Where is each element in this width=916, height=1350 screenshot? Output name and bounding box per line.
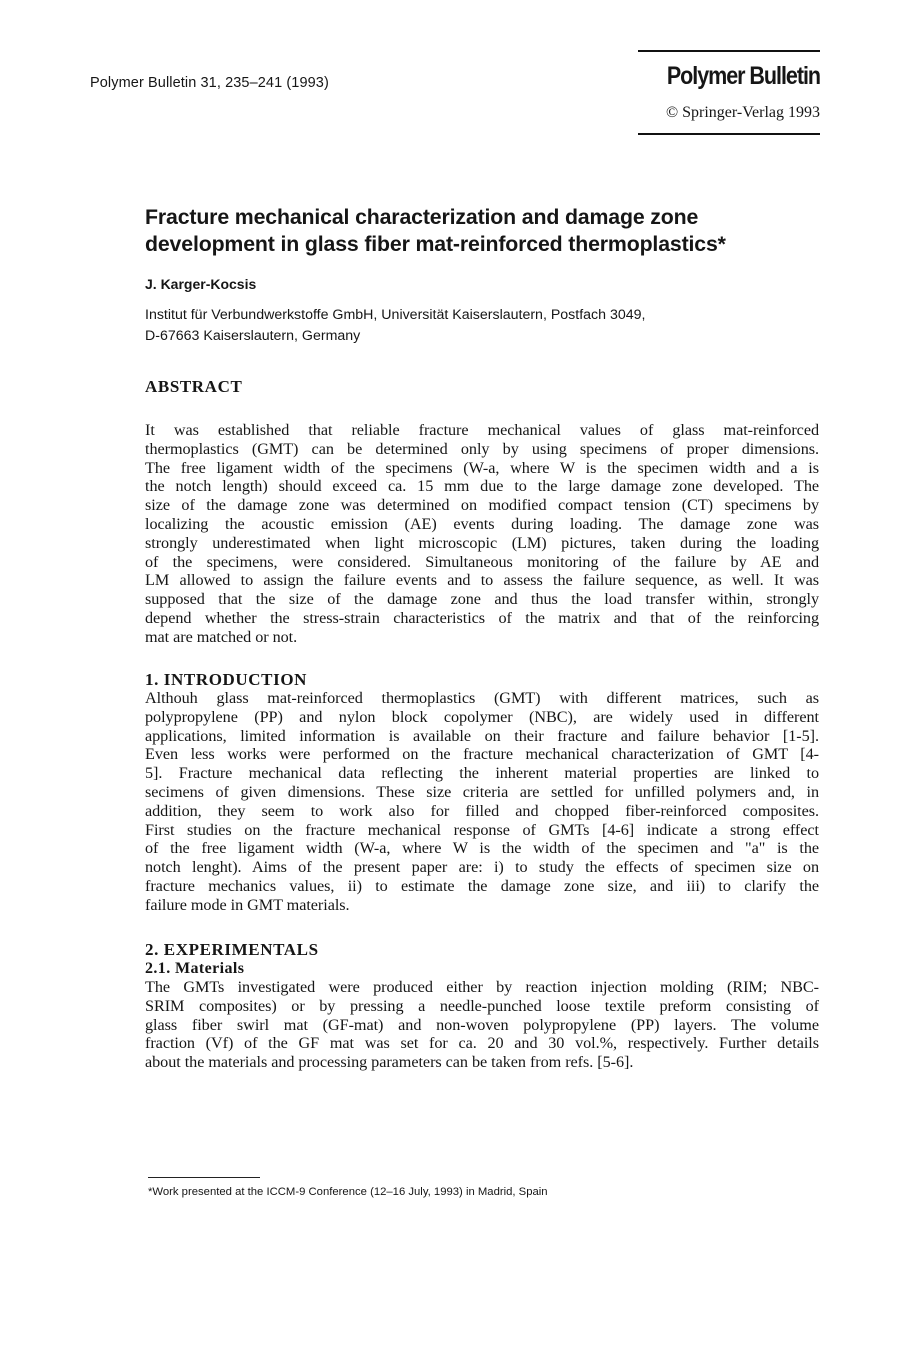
introduction-line: Even less works were performed on the fracture mechanical characterization of GMT [4-: [145, 745, 819, 764]
footnote-rule: [148, 1177, 260, 1178]
materials-line: The GMTs investigated were produced either by reaction injection molding (RIM; NBC-: [145, 978, 819, 996]
abstract-line: The free ligament width of the specimens (W-a, where W is the specimen width and a is: [145, 458, 819, 477]
journal-name: Polymer Bulletin: [666, 62, 820, 90]
introduction-line: 5]. Fracture mechanical data reflecting the inherent material properties are linked to: [145, 764, 819, 783]
copyright-notice: © Springer-Verlag 1993: [665, 104, 820, 121]
journal-reference: Polymer Bulletin 31, 235–241 (1993): [90, 75, 329, 91]
introduction-line: secimens of given dimensions. These size criteria are settled for unfilled polymers and, in: [145, 782, 819, 801]
footnote: *Work presented at the ICCM-9 Conference (12–16 July, 1993) in Madrid, Spain: [148, 1186, 548, 1198]
introduction-line: Althouh glass mat-reinforced thermoplastics (GMT) with different matrices, such as: [145, 689, 819, 707]
introduction-line: polypropylene (PP) and nylon block copolymer (NBC), are widely used in different: [145, 707, 819, 726]
affiliation-line-2: D-67663 Kaiserslautern, Germany: [145, 327, 361, 344]
header-rule-top: [638, 50, 820, 52]
paper-title: [145, 204, 835, 257]
abstract-heading: ABSTRACT: [145, 377, 243, 396]
materials-line: SRIM composites) or by pressing a needle-punched loose textile preform consisting of: [145, 996, 819, 1015]
author-name: J. Karger-Kocsis: [145, 276, 257, 292]
materials-line: fraction (Vf) of the GF mat was set for ca. 20 and 30 vol.%, respectively. Further details: [145, 1034, 819, 1053]
abstract-body: [145, 421, 819, 647]
abstract-line: thermoplastics (GMT) can be determined only by using specimens of proper dimensions.: [145, 439, 819, 458]
abstract-line: It was established that reliable fracture mechanical values of glass mat-reinforced: [145, 421, 819, 439]
abstract-line: size of the damage zone was determined on modified compact tension (CT) specimens by: [145, 496, 819, 515]
materials-body: [145, 978, 819, 1072]
introduction-line: failure mode in GMT materials.: [145, 895, 350, 914]
affiliation: [145, 305, 785, 346]
introduction-line: First studies on the fracture mechanical response of GMTs [4-6] indicate a strong effect: [145, 820, 819, 839]
materials-subheading: 2.1. Materials: [145, 960, 245, 977]
introduction-line: of the free ligament width (W-a, where W is the width of the specimen and "a" is the: [145, 839, 819, 858]
materials-line: about the materials and processing parameters can be taken from refs. [5-6].: [145, 1053, 634, 1072]
introduction-line: applications, limited information is available on their fracture and failure behavior [1-5].: [145, 726, 819, 745]
abstract-line: the notch length) should exceed ca. 15 mm due to the large damage zone developed. The: [145, 477, 819, 496]
introduction-heading: 1. INTRODUCTION: [145, 670, 308, 689]
introduction-body: [145, 689, 819, 915]
abstract-line: of the specimens, were considered. Simultaneous monitoring of the failure by AE and: [145, 552, 819, 571]
experimentals-heading: 2. EXPERIMENTALS: [145, 940, 319, 959]
abstract-line: depend whether the stress-strain characteristics of the matrix and that of the reinforcing: [145, 608, 819, 627]
abstract-line: supposed that the size of the damage zone and thus the load transfer within, strongly: [145, 590, 819, 609]
header-rule-bottom: [638, 133, 820, 135]
materials-line: glass fiber swirl mat (GF-mat) and non-woven polypropylene (PP) layers. The volume: [145, 1015, 819, 1034]
affiliation-line-1: Institut für Verbundwerkstoffe GmbH, Universität Kaiserslautern, Postfach 3049,: [145, 307, 646, 323]
introduction-line: addition, they seem to work also for filled and chopped fiber-reinforced composites.: [145, 801, 819, 820]
introduction-line: notch lenght). Aims of the present paper are: i) to study the effects of specimen size on: [145, 858, 819, 877]
abstract-line: localizing the acoustic emission (AE) events during loading. The damage zone was: [145, 514, 819, 533]
abstract-line: mat are matched or not.: [145, 627, 298, 646]
introduction-line: fracture mechanics values, ii) to estimate the damage zone size, and iii) to clarify the: [145, 876, 819, 895]
paper-title-line-2: development in glass fiber mat-reinforced thermoplastics*: [145, 231, 726, 256]
paper-title-line-1: Fracture mechanical characterization and damage zone: [145, 205, 699, 229]
abstract-line: strongly underestimated when light microscopic (LM) pictures, taken during the loading: [145, 533, 819, 552]
abstract-line: LM allowed to assign the failure events and to assess the failure sequence, as well. It was: [145, 571, 819, 590]
